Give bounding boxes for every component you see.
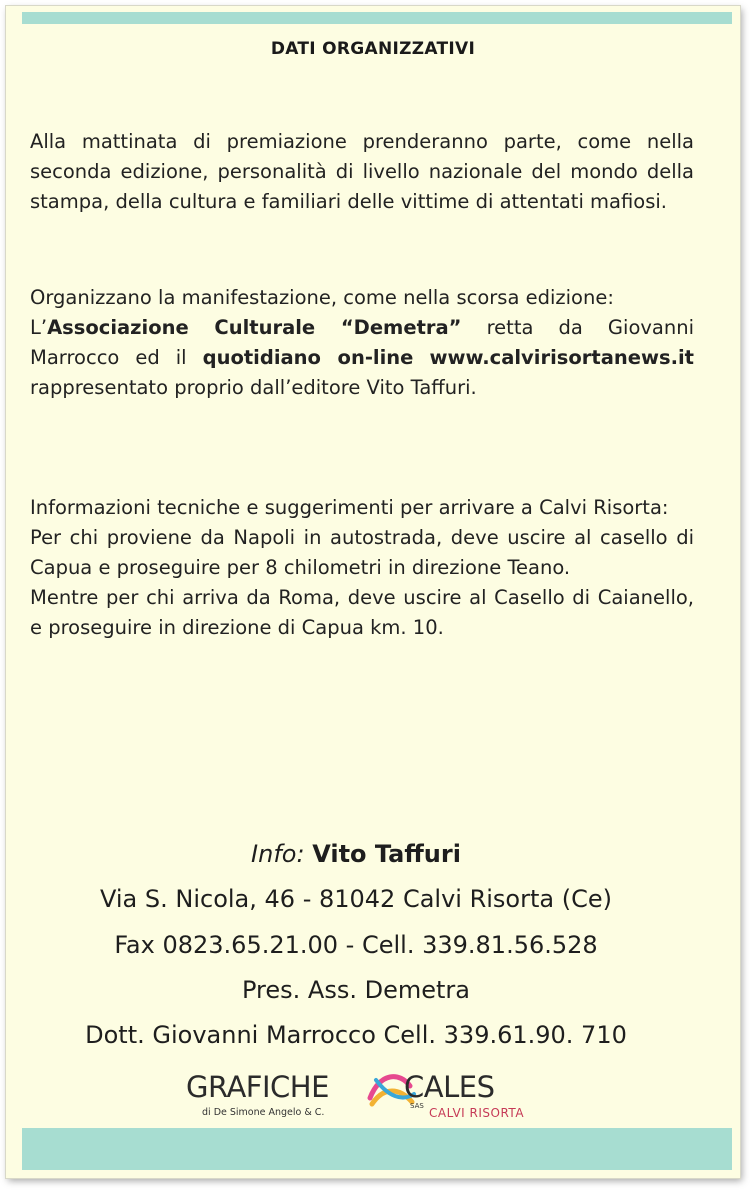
paragraph-ceremony — [30, 127, 694, 217]
logo-word-grafiche: GRAFICHE — [186, 1070, 329, 1104]
directions-napoli: Per chi proviene da Napoli in autostrada, deve uscire al casello di Capua e proseguire per 8 chilometri in direzione Teano. — [30, 526, 694, 579]
organizers-detail — [30, 313, 694, 403]
info-name: Vito Taffuri — [312, 840, 461, 868]
website-link[interactable]: www.calvirisortanews.it — [429, 346, 694, 369]
logo-word-cales: CALES — [404, 1070, 495, 1104]
logo-owner: di De Simone Angelo & C. — [202, 1107, 325, 1118]
contact-role: Pres. Ass. Demetra — [242, 976, 470, 1004]
paragraph-directions — [30, 493, 694, 643]
organizers-intro: Organizzano la manifestazione, come nella scorsa edizione: — [30, 286, 614, 309]
bottom-teal-band — [22, 1128, 732, 1170]
logo-town: CALVI RISORTA — [429, 1106, 525, 1120]
association-name: Associazione Culturale “Demetra” — [47, 316, 462, 339]
apostrophe-prefix: L’ — [30, 316, 48, 339]
ceremony-text: Alla mattinata di premiazione prenderanno parte, come nella seconda edizione, personalità di livello nazionale del mondo della stampa, della cultura e familiari delle vittime di attentati mafiosi. — [30, 130, 694, 213]
paragraph-organizers — [30, 283, 694, 403]
newspaper-label: quotidiano on-line — [202, 346, 414, 369]
flyer-page — [6, 6, 740, 1178]
logo-company-type: SAS — [410, 1102, 424, 1110]
organizers-tail: rappresentato proprio dall’editore Vito Taffuri. — [30, 376, 477, 399]
directions-roma: Mentre per chi arriva da Roma, deve uscire al Casello di Caianello, e proseguire in direzione di Capua km. 10. — [30, 586, 694, 639]
contact-president: Dott. Giovanni Marrocco Cell. 339.61.90. 710 — [85, 1021, 627, 1049]
top-teal-band — [22, 12, 732, 24]
info-label: Info: — [251, 840, 305, 868]
contact-address: Via S. Nicola, 46 - 81042 Calvi Risorta (Ce) — [100, 885, 612, 913]
spacer — [413, 346, 429, 369]
info-line — [6, 840, 706, 868]
directions-intro: Informazioni tecniche e suggerimenti per arrivare a Calvi Risorta: — [30, 496, 669, 519]
contact-phones: Fax 0823.65.21.00 - Cell. 339.81.56.528 — [114, 931, 598, 959]
page-title: DATI ORGANIZZATIVI — [270, 39, 476, 59]
organizers-mid: retta da Giovanni Marrocco ed il — [30, 316, 695, 369]
grafiche-cales-logo — [186, 1066, 526, 1124]
